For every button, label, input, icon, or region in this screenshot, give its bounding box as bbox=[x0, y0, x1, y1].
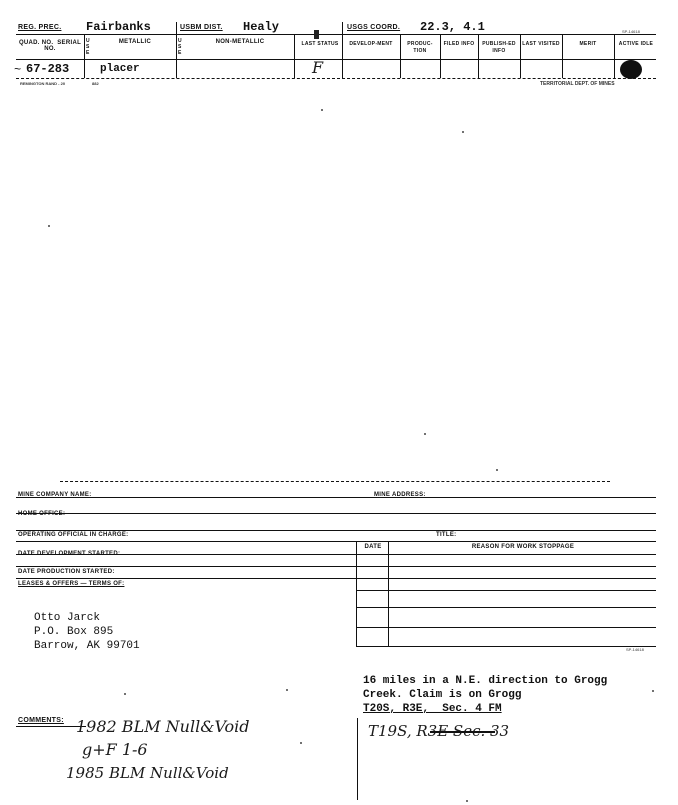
row-rule bbox=[16, 59, 656, 60]
col-production: PRODUC-TION bbox=[407, 41, 433, 54]
department-label: TERRITORIAL DEPT. OF MINES bbox=[540, 81, 615, 87]
record-metallic: placer bbox=[100, 63, 140, 75]
usgs-coord-value: 22.3, 4.1 bbox=[420, 20, 485, 34]
location-handwritten: T19S, R3E Sec. 33 bbox=[368, 722, 510, 740]
owner-name: Otto Jarck bbox=[34, 612, 101, 624]
col-use-nonmetallic: U S E bbox=[178, 38, 182, 56]
mine-address-label: MINE ADDRESS: bbox=[374, 492, 426, 498]
col-quad-no: QUAD. NO. bbox=[18, 40, 54, 46]
owner-city-state: Barrow, AK 99701 bbox=[34, 640, 140, 652]
mine-company-name-label: MINE COMPANY NAME: bbox=[18, 492, 92, 498]
reason-column-label: REASON FOR WORK STOPPAGE bbox=[471, 544, 575, 550]
location-line-1: 16 miles in a N.E. direction to Grogg bbox=[363, 675, 608, 687]
printer-code: 882 bbox=[92, 81, 99, 86]
col-last-visited: LAST VISITED bbox=[522, 41, 560, 47]
col-use-metallic: U S E bbox=[86, 38, 90, 56]
date-production-label: DATE PRODUCTION STARTED: bbox=[18, 569, 115, 575]
record-last-status-mark: F bbox=[312, 58, 324, 77]
col-merit: MERIT bbox=[579, 41, 597, 47]
form-number-bottom: SP-14618 bbox=[626, 647, 644, 652]
leases-offers-label: LEASES & OFFERS — TERMS OF: bbox=[18, 581, 125, 587]
active-status-dot-icon bbox=[620, 60, 642, 79]
location-line-2: Creek. Claim is on Grogg bbox=[363, 689, 522, 701]
col-non-metallic: NON-METALLIC bbox=[215, 39, 265, 45]
col-active-idle: ACTIVE IDLE bbox=[618, 41, 654, 47]
col-serial-no: SERIAL NO. bbox=[44, 40, 82, 52]
ink-mark bbox=[314, 30, 319, 39]
header-rule bbox=[16, 34, 656, 35]
title-label: TITLE: bbox=[436, 532, 457, 538]
comment-line-2: g+F 1-6 bbox=[82, 740, 148, 759]
col-published-info: PUBLISH-ED INFO bbox=[482, 41, 516, 54]
row-bottom-rule bbox=[16, 78, 656, 79]
col-metallic: METALLIC bbox=[118, 39, 152, 45]
comment-line-3: 1985 BLM Null&Void bbox=[66, 764, 229, 782]
reg-prec-value: Fairbanks bbox=[86, 20, 151, 34]
comment-line-1: 1982 BLM Null&Void bbox=[76, 717, 250, 736]
printer-label: REMINGTON RAND - 20 bbox=[20, 81, 66, 86]
col-filed-info: FILED INFO bbox=[443, 41, 475, 47]
col-development: DEVELOP-MENT bbox=[349, 41, 393, 47]
reg-prec-label: REG. PREC. bbox=[18, 24, 62, 31]
usbm-dist-label: USBM DIST. bbox=[180, 24, 223, 31]
col-last-status: LAST STATUS bbox=[301, 41, 339, 47]
record-quad-serial: 67-283 bbox=[26, 62, 70, 76]
form-number-top: SP-14618 bbox=[622, 29, 640, 34]
location-line-3: T20S, R3E, Sec. 4 FM bbox=[363, 703, 502, 715]
home-office-label: HOME OFFICE: bbox=[18, 511, 66, 517]
strike-through bbox=[430, 731, 495, 733]
owner-po-box: P.O. Box 895 bbox=[34, 626, 114, 638]
operating-official-label: OPERATING OFFICIAL IN CHARGE: bbox=[18, 532, 129, 538]
usgs-coord-label: USGS COORD. bbox=[347, 24, 401, 31]
date-development-label: DATE DEVELOPMENT STARTED: bbox=[18, 551, 121, 557]
date-column-label: DATE bbox=[364, 544, 382, 550]
col-quad-serial bbox=[18, 40, 82, 52]
comments-label: COMMENTS: bbox=[18, 717, 64, 724]
usbm-dist-value: Healy bbox=[243, 20, 280, 34]
